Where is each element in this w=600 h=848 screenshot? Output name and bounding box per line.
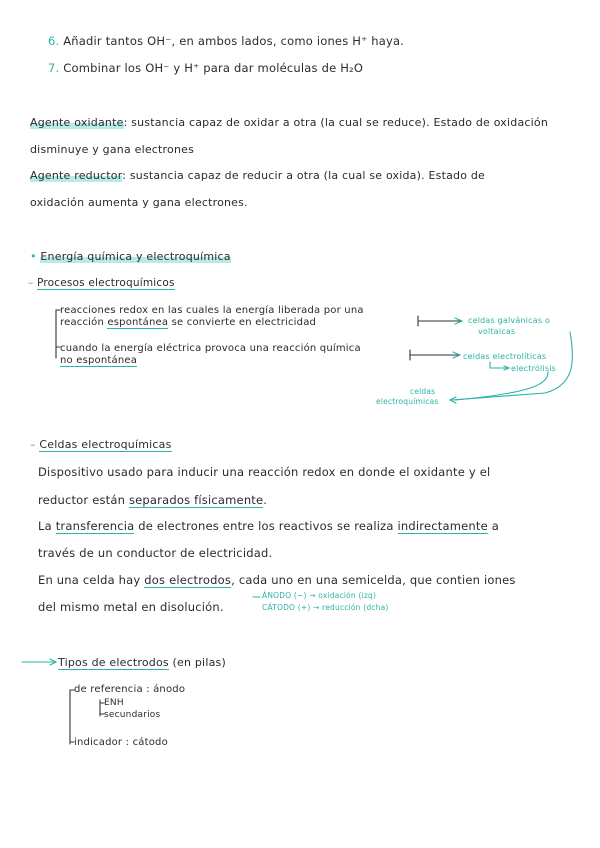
celdas-p2-b: través de un conductor de electricidad. xyxy=(38,546,273,560)
text-part: de electrones entre los reactivos se realiza xyxy=(134,519,398,533)
text-part: La xyxy=(38,519,56,533)
no-espontanea-underlined: no espontánea xyxy=(60,355,138,366)
energia-heading xyxy=(30,250,231,263)
oxidante-def2: disminuye y gana electrones xyxy=(30,143,195,156)
celdas-heading-text: Celdas electroquímicas xyxy=(39,438,172,451)
text-part: reacción xyxy=(60,317,108,328)
proceso-item-1-line1: reacciones redox en las cuales la energía liberada por una xyxy=(60,305,364,316)
merged-celdas-line1: celdas xyxy=(410,387,436,396)
text-part: a xyxy=(487,519,499,533)
proceso-item-1-line2 xyxy=(60,317,316,328)
step-text: Combinar los OH⁻ y H⁺ para dar moléculas de H₂O xyxy=(63,61,364,75)
tipo-referencia: de referencia : ánodo xyxy=(74,684,186,695)
procesos-label-text: Procesos electroquímicos xyxy=(37,277,175,289)
heading-dash: • xyxy=(30,250,37,263)
celdas-p1-a: Dispositivo usado para inducir una reacción redox en donde el oxidante y el xyxy=(38,465,491,479)
celdas-heading xyxy=(30,438,172,451)
step-7 xyxy=(48,61,363,75)
proceso-item-2-line1: cuando la energía eléctrica provoca una reacción química xyxy=(60,343,361,354)
anodo-note: ÁNODO (−) → oxidación (izq) xyxy=(262,591,377,600)
tipo-referencia-enh: ENH xyxy=(104,698,124,708)
oxidante-def1: : sustancia capaz de oxidar a otra (la cual se reduce). Estado de oxidación xyxy=(123,116,549,129)
target-electrolisis: electrólisis xyxy=(511,364,557,373)
tipos-heading-text: Tipos de electrodos xyxy=(58,656,169,669)
tipos-heading-paren: (en pilas) xyxy=(172,656,226,669)
target-galvanicas-line1: celdas galvánicas o xyxy=(468,316,551,325)
target-electroliticas: celdas electrolíticas xyxy=(463,352,547,361)
oxidante-term: Agente oxidante xyxy=(30,116,124,129)
text-part: En una celda hay xyxy=(38,573,145,587)
separados-underlined: separados físicamente xyxy=(128,493,264,507)
celdas-p3-b: del mismo metal en disolución. xyxy=(38,600,224,614)
procesos-label xyxy=(28,277,175,289)
text-part: se convierte en electricidad xyxy=(168,317,317,328)
dash-marker: – xyxy=(30,438,36,451)
indirectamente-underlined: indirectamente xyxy=(397,519,488,533)
catodo-note: CÁTODO (+) → reducción (dcha) xyxy=(262,603,389,612)
celdas-p2-a xyxy=(38,519,499,533)
target-galvanicas-line2: voltaicas xyxy=(478,327,516,336)
tipos-heading xyxy=(58,656,226,669)
oxidante-definition xyxy=(30,116,548,129)
step-number: 7. xyxy=(48,61,60,75)
dos-electrodos-underlined: dos electrodos xyxy=(144,573,232,587)
reductor-def2: oxidación aumenta y gana electrones. xyxy=(30,196,248,209)
energia-heading-text: Energía química y electroquímica xyxy=(40,250,231,263)
espontanea-underlined: espontánea xyxy=(107,317,169,328)
dash-marker: – xyxy=(28,277,34,289)
celdas-p3-a xyxy=(38,573,516,587)
tipo-referencia-secundarios: secundarios xyxy=(104,710,161,720)
text-part: . xyxy=(263,493,268,507)
step-number: 6. xyxy=(48,34,60,48)
celdas-p1-b xyxy=(38,493,267,507)
merged-celdas-line2: electroquímicas xyxy=(376,397,439,406)
transferencia-underlined: transferencia xyxy=(55,519,135,533)
reductor-term: Agente reductor xyxy=(30,169,123,182)
text-part: reductor están xyxy=(38,493,129,507)
proceso-item-2-line2 xyxy=(60,355,137,366)
tipo-indicador: indicador : cátodo xyxy=(74,737,168,748)
step-text: Añadir tantos OH⁻, en ambos lados, como iones H⁺ haya. xyxy=(63,34,405,48)
step-6 xyxy=(48,34,404,48)
reductor-def1: : sustancia capaz de reducir a otra (la cual se oxida). Estado de xyxy=(122,169,485,182)
reductor-definition xyxy=(30,169,485,182)
text-part: , cada uno en una semicelda, que contien iones xyxy=(231,573,516,587)
